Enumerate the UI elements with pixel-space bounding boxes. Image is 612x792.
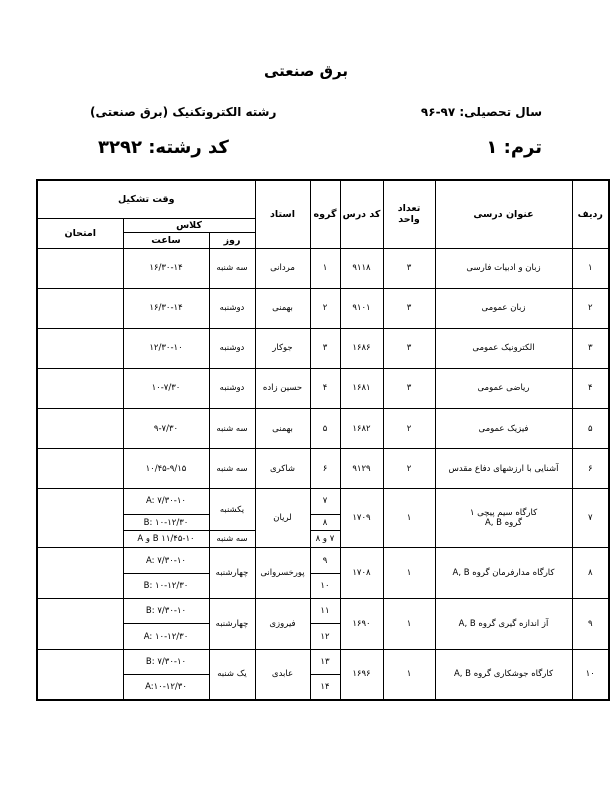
table-row: ۴ ریاضی عمومی ۳ ۱۶۸۱ ۴ حسین زاده دوشنبه ۱۰-۷/۳۰ — [37, 368, 609, 408]
header-group: گروه — [310, 180, 340, 248]
table-row: ۶ آشنایی با ارزشهای دفاع مقدس ۲ ۹۱۲۹ ۶ شاکری سه شنبه ۱۰/۴۵-۹/۱۵ — [37, 449, 609, 489]
table-row: ۲ زبان عمومی ۳ ۹۱۰۱ ۲ بهمنی دوشنبه ۱۶/۳۰-۱۴ — [37, 288, 609, 328]
table-row: ۷ کارگاه سیم پیچی ۱ گروه A, B ۱ ۱۷۰۹ ۷ لریان یکشنبه A: ۷/۳۰-۱۰ — [37, 489, 609, 514]
header-row-num: ردیف — [572, 180, 609, 248]
header-teacher: استاد — [255, 180, 310, 248]
header-time: ساعت — [123, 232, 209, 248]
table-row: ۵ فیزیک عمومی ۲ ۱۶۸۲ ۵ بهمنی سه شنبه ۹-۷/۳۰ — [37, 409, 609, 449]
field-name: رشته الکتروتکنیک (برق صنعتی) — [90, 105, 277, 119]
header-exam: امتحان — [37, 218, 123, 248]
table-row: ۹ آز اندازه گیری گروه A, B ۱ ۱۶۹۰ ۱۱ فیروزی چهارشنبه B: ۷/۳۰-۱۰ — [37, 599, 609, 624]
table-row: ۱ زبان و ادبیات فارسی ۳ ۹۱۱۸ ۱ مردانی سه شنبه ۱۶/۳۰-۱۴ — [37, 248, 609, 288]
header-day: روز — [209, 232, 255, 248]
schedule-table: ردیف عنوان درسی تعداد واحد کد درس گروه استاد وقت تشکیل کلاس امتحان روز ساعت ۱ زبان و ادبیات فارسی ۳ ۹۱۱۸ ۱ مردانی سه شنبه ۱۶/۳۰-۱۴ ۲ زبان عمومی ۳ ۹۱۰۱ ۲ بهمنی دوشنبه ۱۶/۳۰-۱۴ ۳ الکترونیک عمومی ۳ ۱۶۸۶ ۳ جوکار دوشنبه ۱۲/۳۰-۱۰ ۴ ریاضی عمومی ۳ ۱۶۸۱ ۴ حسین زاده دوشنبه ۱۰-۷/۳۰ ۵ فیزیک عمومی ۲ ۱۶۸۲ ۵ بهمنی سه شنبه ۹-۷/۳۰ ۶ آشنایی با ارزشهای دفاع مقدس ۲ ۹۱۲۹ ۶ شاکری سه شنبه ۱۰/۴۵-۹/۱۵ ۷ کارگاه سیم پیچی ۱ گروه A, B ۱ ۱۷۰۹ ۷ لریان یکشنبه A: ۷/۳۰-۱۰ ۸ B: ۱۰-۱۲/۳۰ ۷ و ۸ سه شنبه A و B ۱۱/۴۵-۱۰ ۸ کارگاه مدارفرمان گروه A, B ۱ ۱۷۰۸ ۹ پورخسروانی چهارشنبه A: ۷/۳۰-۱۰ ۱۰ B: ۱۰-۱۲/۳۰ ۹ آز اندازه گیری گروه A, B ۱ ۱۶۹۰ ۱۱ فیروزی چهارشنبه B: ۷/۳۰-۱۰ ۱۲ A: ۱۰-۱۲/۳۰ ۱۰ کارگاه جوشکاری گروه A, B ۱ ۱۶۹۶ ۱۳ عابدی یک شنبه B: ۷/۳۰-۱۰ ۱۴ A:۱۰-۱۲/۳۰ — [36, 179, 610, 701]
header-code: کد درس — [340, 180, 383, 248]
header-units: تعداد واحد — [383, 180, 435, 248]
table-row: ۱۰ کارگاه جوشکاری گروه A, B ۱ ۱۶۹۶ ۱۳ عابدی یک شنبه B: ۷/۳۰-۱۰ — [37, 649, 609, 674]
header-course: عنوان درسی — [435, 180, 572, 248]
academic-year: سال تحصیلی: ۹۷-۹۶ — [420, 105, 542, 119]
table-row: ۳ الکترونیک عمومی ۳ ۱۶۸۶ ۳ جوکار دوشنبه ۱۲/۳۰-۱۰ — [37, 328, 609, 368]
page-title: برق صنعتی — [264, 62, 348, 80]
table-row: ۸ کارگاه مدارفرمان گروه A, B ۱ ۱۷۰۸ ۹ پورخسروانی چهارشنبه A: ۷/۳۰-۱۰ — [37, 548, 609, 573]
field-code: کد رشته: ۳۲۹۲ — [98, 137, 229, 158]
header-schedule: وقت تشکیل — [37, 180, 255, 218]
header-class: کلاس — [123, 218, 255, 232]
term: ترم: ۱ — [486, 137, 542, 158]
